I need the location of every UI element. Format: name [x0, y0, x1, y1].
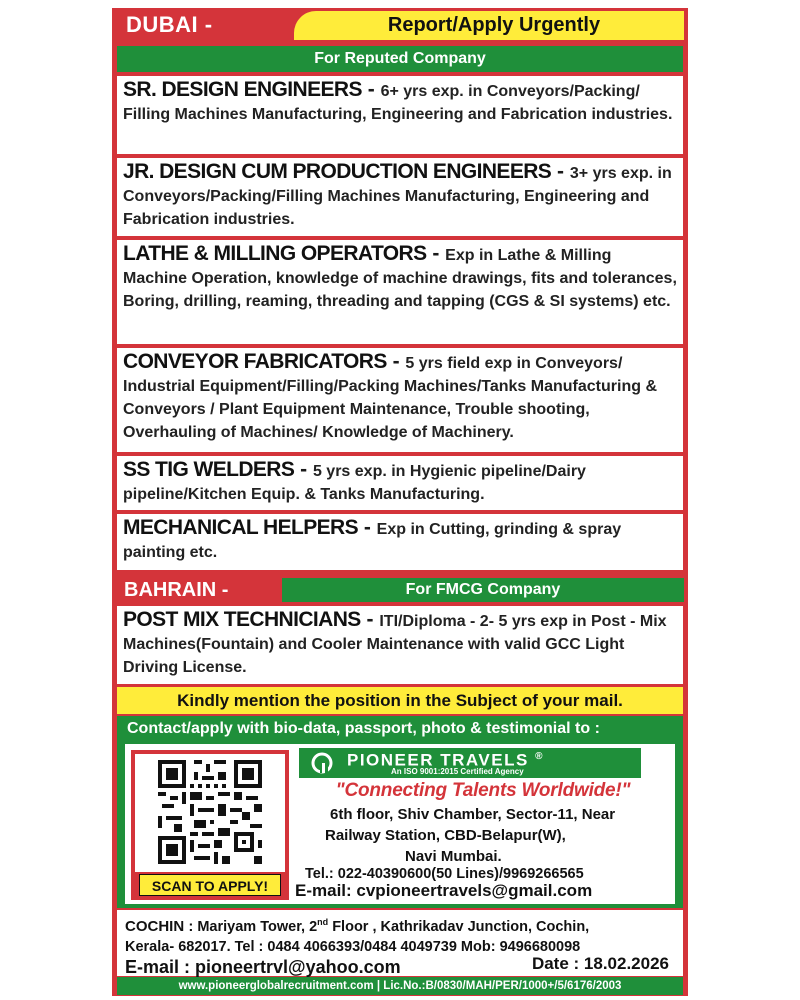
job-title: SS TIG WELDERS [123, 458, 295, 481]
job-desc: ITI/Diploma - 2- 5 yrs exp in Post - Mix Machines(Fountain) and Cooler Maintenance with valid GCC Light Driving License. [123, 613, 667, 676]
contact-section [117, 716, 683, 908]
job-sep: - [386, 350, 406, 373]
job-title: SR. DESIGN ENGINEERS [123, 78, 362, 101]
job-title: POST MIX TECHNICIANS [123, 608, 361, 631]
posting-date: Date : 18.02.2026 [531, 954, 669, 973]
contact-title: Contact/apply with bio-data, passport, photo & testimonial to : [127, 720, 600, 737]
qr-code-icon [158, 757, 262, 867]
cochin-line-2: Kerala- 682017. Tel : 0484 4066393/0484 4049739 Mob: 9496680098 [125, 938, 581, 955]
job-desc: 5 yrs exp. in Hygienic pipeline/Dairy pipeline/Kitchen Equip. & Tanks Manufacturing. [123, 463, 586, 503]
job-post-mix-technicians [117, 606, 683, 684]
address-line-2: Railway Station, CBD-Belapur(W), [325, 827, 566, 844]
job-desc: Exp in Cutting, grinding & spray painting etc. [123, 521, 622, 561]
agency-name-text: PIONEER TRAVELS [347, 750, 529, 770]
job-sep: - [360, 608, 380, 631]
job-sep: - [361, 78, 381, 101]
footer-website-license[interactable]: www.pioneerglobalrecruitment.com | Lic.No.:B/0830/MAH/PER/1000+/5/6176/2003 [117, 977, 683, 995]
job-ss-tig-welders [117, 456, 683, 510]
job-conveyor-fabricators [117, 348, 683, 452]
job-title: CONVEYOR FABRICATORS [123, 350, 387, 373]
header [116, 9, 684, 40]
registered-mark: ® [535, 751, 544, 762]
address-line-1: 6th floor, Shiv Chamber, Sector-11, Near [330, 806, 616, 823]
job-desc: Exp in Lathe & Milling Machine Operation, knowledge of machine drawings, fits and tolerances, Boring, drilling, reaming, threading and tapping (CGS & SI systems) etc. [123, 247, 677, 310]
slogan: "Connecting Talents Worldwide!" [335, 780, 631, 801]
job-title: JR. DESIGN CUM PRODUCTION ENGINEERS [123, 160, 552, 183]
bahrain-company-bar: For FMCG Company [282, 578, 684, 602]
job-mechanical-helpers [117, 514, 683, 570]
job-desc: 5 yrs field exp in Conveyors/ Industrial Equipment/Filling/Packing Machines/Tanks Manufacturing & Conveyors / Plant Equipment Maintenance, Trouble shooting, Overhauling of Machines/ Knowledge of Machinery. [123, 355, 657, 441]
job-sep: - [294, 458, 313, 481]
contact-card [125, 744, 675, 904]
job-title: MECHANICAL HELPERS [123, 516, 358, 539]
telephone: Tel.: 022-40390600(50 Lines)/9969266565 [305, 866, 584, 882]
cochin-address-b: Floor , Kathrikadav Junction, Cochin, [328, 918, 590, 935]
dubai-company-bar: For Reputed Company [117, 46, 683, 72]
job-title: LATHE & MILLING OPERATORS [123, 242, 427, 265]
qr-code-area [135, 754, 285, 872]
location-bahrain: BAHRAIN - [116, 576, 282, 604]
subject-note: Kindly mention the position in the Subject of your mail. [117, 687, 683, 714]
address-line-3: Navi Mumbai. [405, 848, 502, 865]
job-desc: 6+ yrs exp. in Conveyors/Packing/ Filling Machines Manufacturing, Engineering and Fabrication industries. [123, 83, 673, 123]
job-jr-design-engineers [117, 158, 683, 236]
location-dubai: DUBAI - [116, 9, 296, 40]
agency-iso: An ISO 9001:2015 Certified Agency [391, 767, 524, 776]
job-sep: - [551, 160, 570, 183]
urgent-banner: Report/Apply Urgently [294, 11, 684, 40]
scan-to-apply-button[interactable]: SCAN TO APPLY! [139, 874, 281, 896]
cochin-office [117, 910, 683, 976]
job-desc: 3+ yrs exp. in Conveyors/Packing/Filling Machines Manufacturing, Engineering and Fabrication industries. [123, 165, 672, 228]
cochin-line-1 [125, 912, 675, 937]
cochin-label: COCHIN : [125, 917, 194, 935]
bahrain-header [116, 576, 684, 604]
qr-panel[interactable] [131, 750, 289, 900]
job-lathe-milling [117, 240, 683, 344]
job-sep: - [358, 516, 377, 539]
cochin-email[interactable]: E-mail : pioneertrvl@yahoo.com [125, 956, 401, 977]
job-sep: - [426, 242, 446, 265]
cochin-address-sup: nd [317, 917, 329, 927]
email-link[interactable]: E-mail: cvpioneertravels@gmail.com [295, 881, 593, 900]
agency-logo-banner [299, 748, 641, 778]
cochin-address-a: Mariyam Tower, 2 [193, 918, 318, 935]
job-sr-design-engineers [117, 76, 683, 154]
pioneer-logo-icon [309, 751, 335, 775]
